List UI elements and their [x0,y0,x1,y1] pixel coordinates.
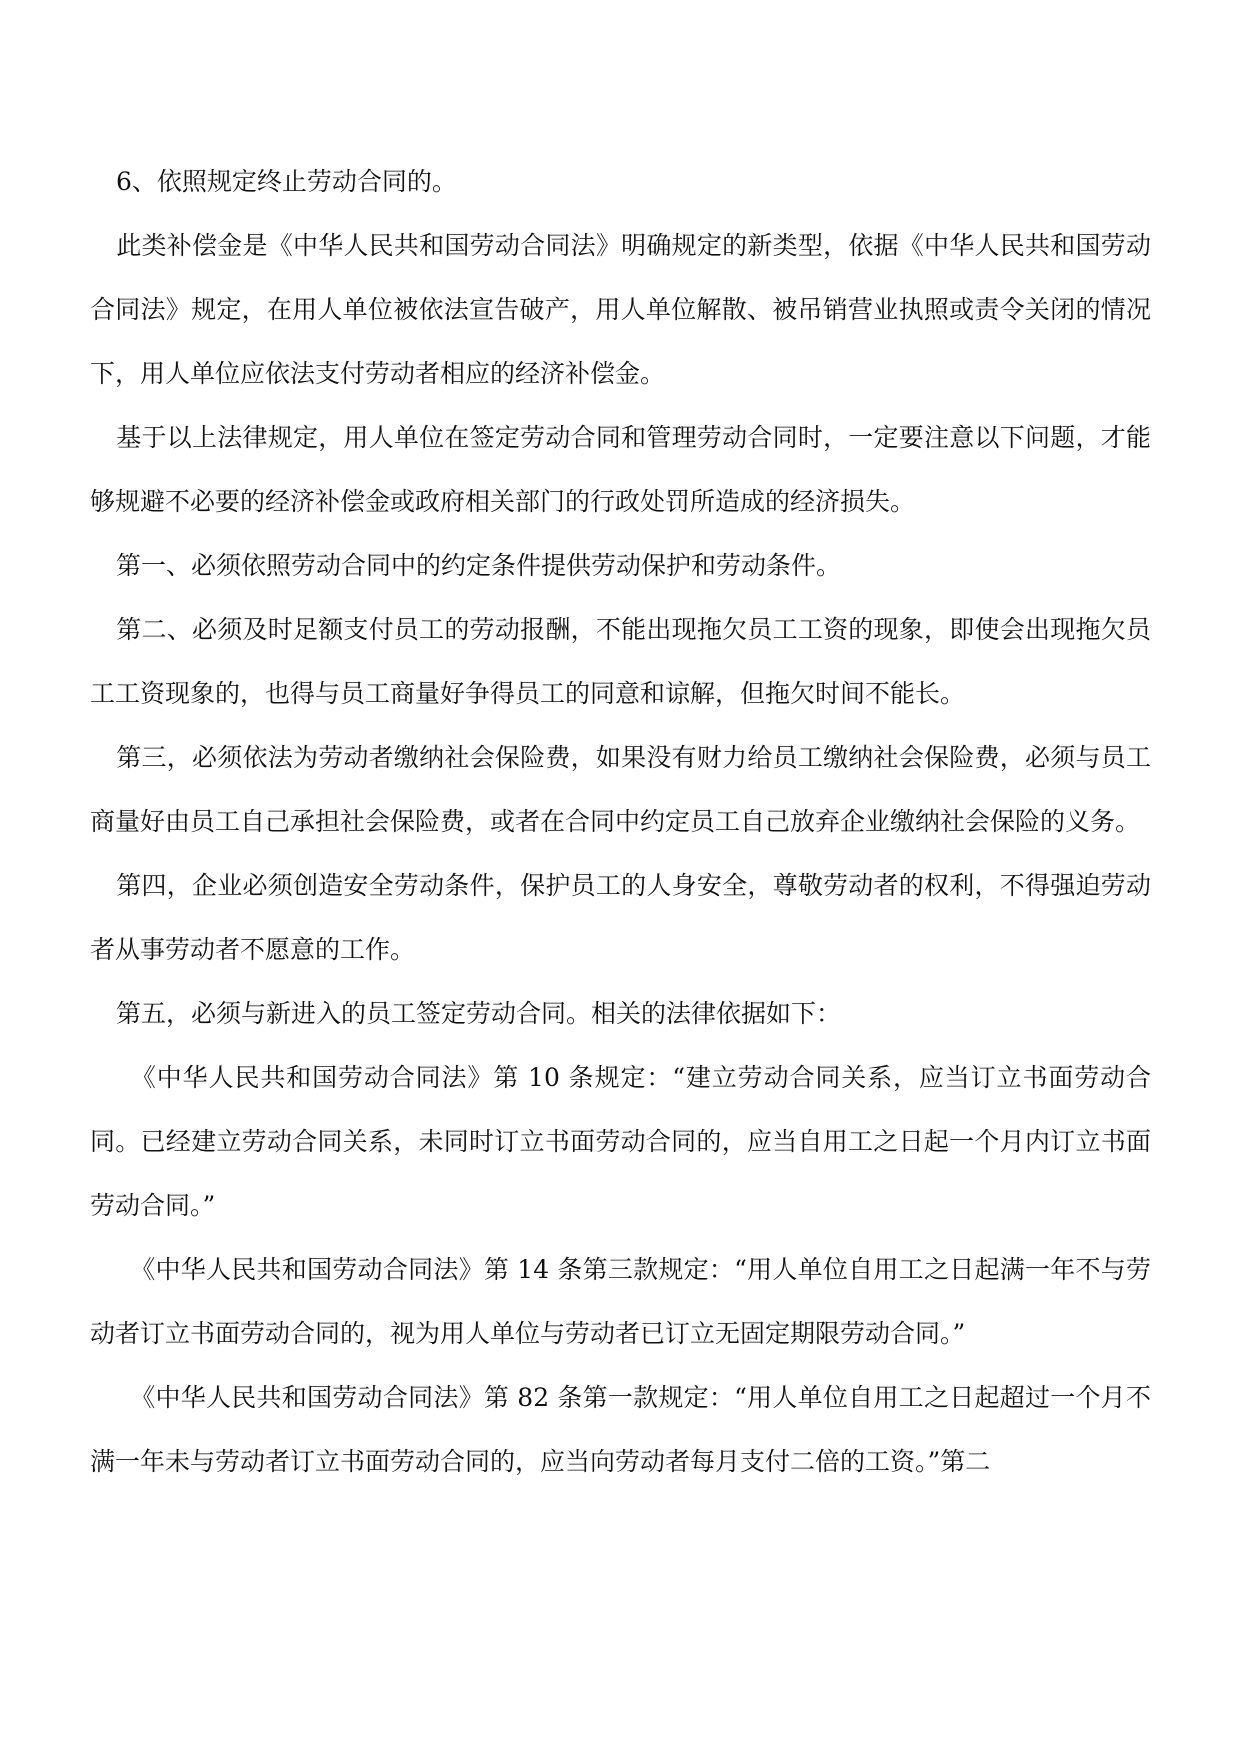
paragraph-termination-item-6 [90,150,1151,214]
paragraph-third-point [90,726,1151,854]
paragraph-law-article-10 [90,1046,1151,1238]
paragraph-text: 第一、必须依照劳动合同中的约定条件提供劳动保护和劳动条件。 [116,551,842,580]
paragraph-compensation-type [90,214,1151,406]
paragraph-text: 基于以上法律规定，用人单位在签定劳动合同和管理劳动合同时，一定要注意以下问题，才能够规避不必要的经济补偿金或政府相关部门的行政处罚所造成的经济损失。 [90,423,1151,516]
paragraph-text: 第二、必须及时足额支付员工的劳动报酬，不能出现拖欠员工工资的现象，即使会出现拖欠员工工资现象的，也得与员工商量好争得员工的同意和谅解，但拖欠时间不能长。 [90,615,1151,708]
paragraph-law-article-14 [90,1238,1151,1366]
paragraph-text: 《中华人民共和国劳动合同法》第 14 条第三款规定：“用人单位自用工之日起满一年不与劳动者订立书面劳动合同的，视为用人单位与劳动者已订立无固定期限劳动合同。” [90,1255,1151,1348]
paragraph-text: 《中华人民共和国劳动合同法》第 10 条规定：“建立劳动合同关系，应当订立书面劳动合同。已经建立劳动合同关系，未同时订立书面劳动合同的，应当自用工之日起一个月内订立书面劳动合同。” [90,1063,1151,1220]
paragraph-employer-notes [90,406,1151,534]
paragraph-text: 《中华人民共和国劳动合同法》第 82 条第一款规定：“用人单位自用工之日起超过一个月不满一年未与劳动者订立书面劳动合同的，应当向劳动者每月支付二倍的工资。”第二 [90,1383,1151,1476]
paragraph-text: 第五，必须与新进入的员工签定劳动合同。相关的法律依据如下： [116,999,842,1028]
paragraph-second-point [90,598,1151,726]
paragraph-text: 6、依照规定终止劳动合同的。 [116,167,457,196]
paragraph-law-article-82 [90,1366,1151,1494]
paragraph-text: 第四，企业必须创造安全劳动条件，保护员工的人身安全，尊敬劳动者的权利，不得强迫劳动者从事劳动者不愿意的工作。 [90,871,1151,964]
paragraph-fifth-point [90,982,1151,1046]
paragraph-text: 第三，必须依法为劳动者缴纳社会保险费，如果没有财力给员工缴纳社会保险费，必须与员工商量好由员工自己承担社会保险费，或者在合同中约定员工自己放弃企业缴纳社会保险的义务。 [90,743,1151,836]
paragraph-text: 此类补偿金是《中华人民共和国劳动合同法》明确规定的新类型，依据《中华人民共和国劳动合同法》规定，在用人单位被依法宣告破产，用人单位解散、被吊销营业执照或责令关闭的情况下，用人单位应依法支付劳动者相应的经济补偿金。 [90,231,1151,388]
paragraph-first-point [90,534,1151,598]
paragraph-fourth-point [90,854,1151,982]
